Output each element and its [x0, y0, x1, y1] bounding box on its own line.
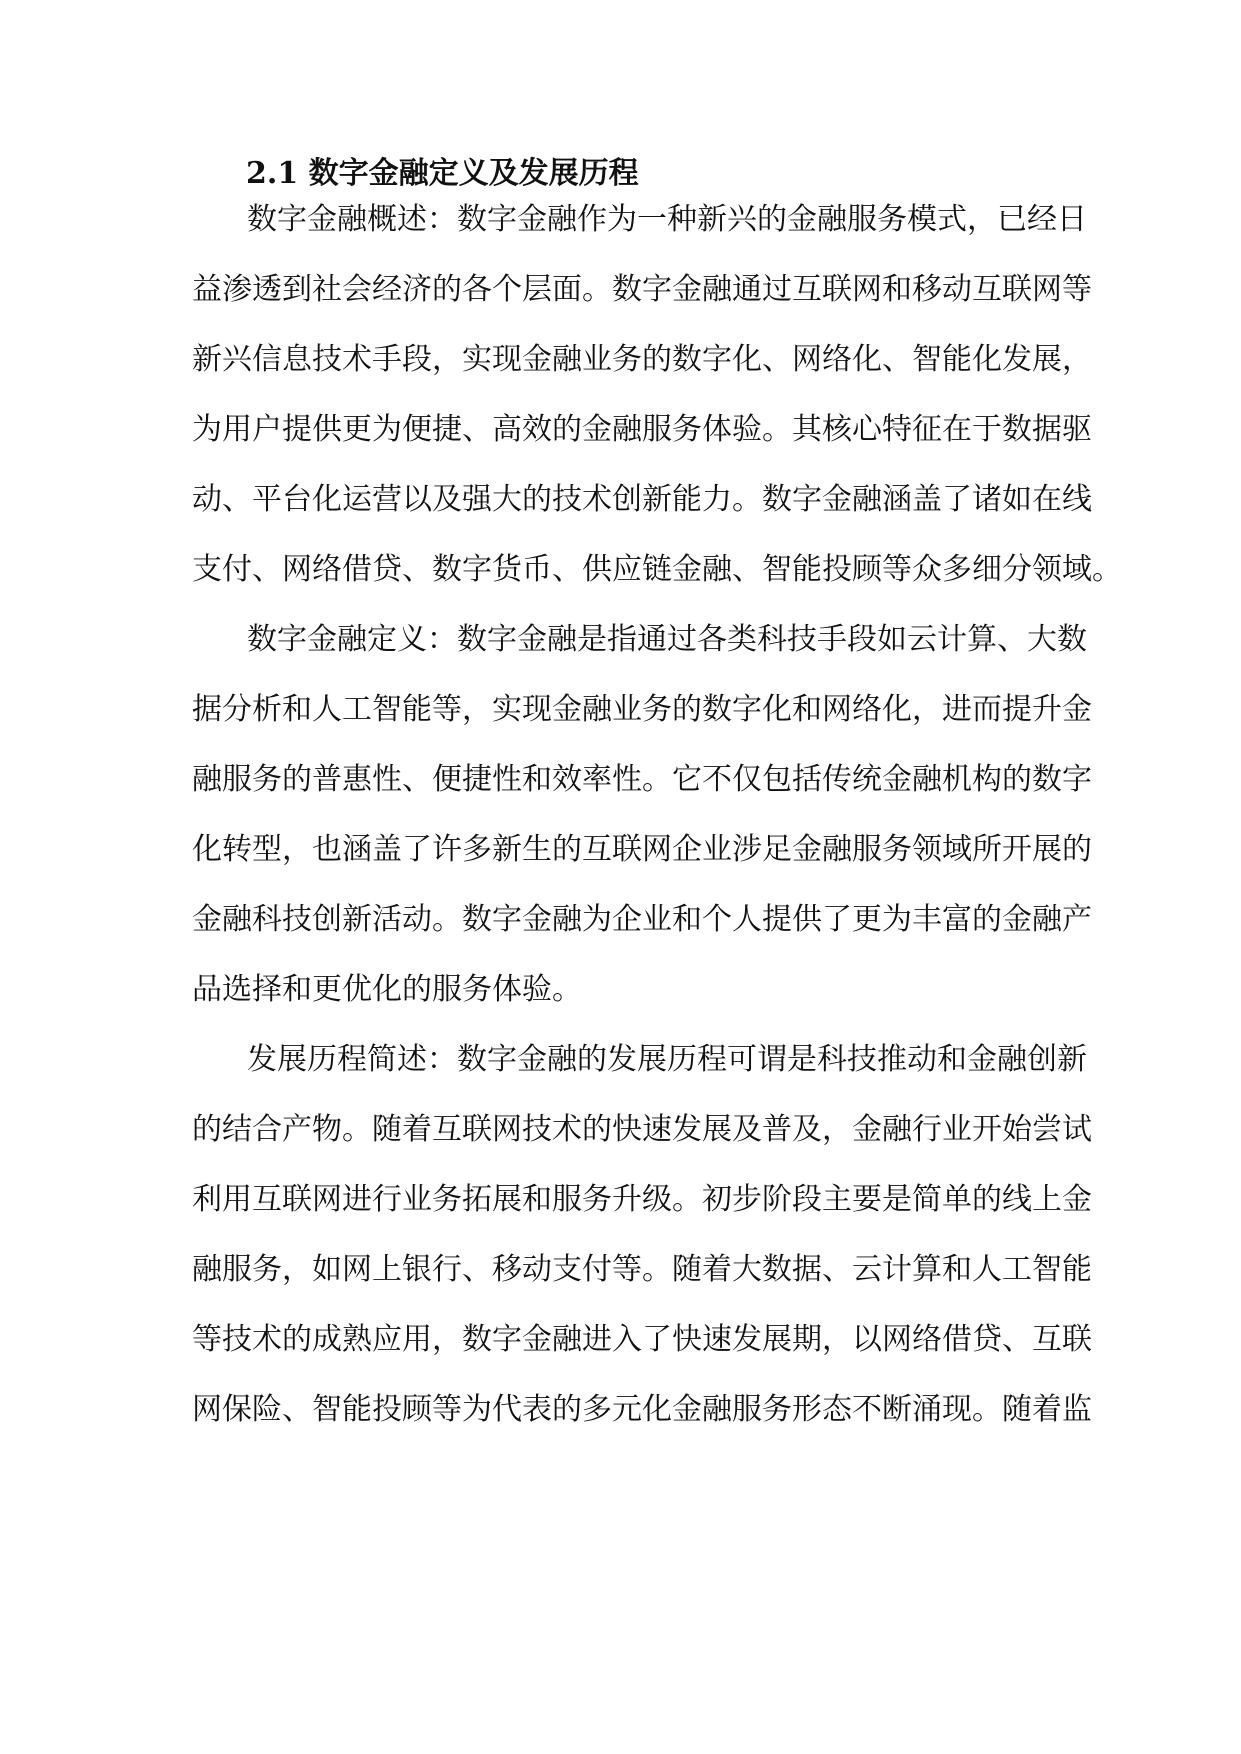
paragraph-3-line-5: 等技术的成熟应用，数字金融进入了快速发展期，以网络借贷、互联 [192, 1322, 1092, 1357]
paragraph-1-line-6: 支付、网络借贷、数字货币、供应链金融、智能投顾等众多细分领域。 [192, 552, 1122, 587]
paragraph-3-line-4: 融服务，如网上银行、移动支付等。随着大数据、云计算和人工智能 [192, 1252, 1092, 1287]
paragraph-1-line-1: 数字金融概述：数字金融作为一种新兴的金融服务模式，已经日 [247, 202, 1087, 237]
paragraph-2-line-2: 据分析和人工智能等，实现金融业务的数字化和网络化，进而提升金 [192, 692, 1092, 727]
paragraph-2-line-6: 品选择和更优化的服务体验。 [192, 972, 582, 1007]
paragraph-2-line-1: 数字金融定义：数字金融是指通过各类科技手段如云计算、大数 [247, 622, 1087, 657]
paragraph-3-line-1: 发展历程简述：数字金融的发展历程可谓是科技推动和金融创新 [247, 1042, 1087, 1077]
paragraph-3-line-3: 利用互联网进行业务拓展和服务升级。初步阶段主要是简单的线上金 [192, 1182, 1092, 1217]
paragraph-1-line-4: 为用户提供更为便捷、高效的金融服务体验。其核心特征在于数据驱 [192, 412, 1092, 447]
paragraph-2-line-4: 化转型，也涵盖了许多新生的互联网企业涉足金融服务领域所开展的 [192, 832, 1092, 867]
paragraph-1-line-5: 动、平台化运营以及强大的技术创新能力。数字金融涵盖了诸如在线 [192, 482, 1092, 517]
section-heading: 2.1 数字金融定义及发展历程 [246, 156, 639, 191]
paragraph-1-line-3: 新兴信息技术手段，实现金融业务的数字化、网络化、智能化发展， [192, 342, 1092, 377]
paragraph-3-line-6: 网保险、智能投顾等为代表的多元化金融服务形态不断涌现。随着监 [192, 1392, 1092, 1427]
paragraph-1-line-2: 益渗透到社会经济的各个层面。数字金融通过互联网和移动互联网等 [192, 272, 1092, 307]
paragraph-3-line-2: 的结合产物。随着互联网技术的快速发展及普及，金融行业开始尝试 [192, 1112, 1092, 1147]
paragraph-2-line-5: 金融科技创新活动。数字金融为企业和个人提供了更为丰富的金融产 [192, 902, 1092, 937]
paragraph-2-line-3: 融服务的普惠性、便捷性和效率性。它不仅包括传统金融机构的数字 [192, 762, 1092, 797]
